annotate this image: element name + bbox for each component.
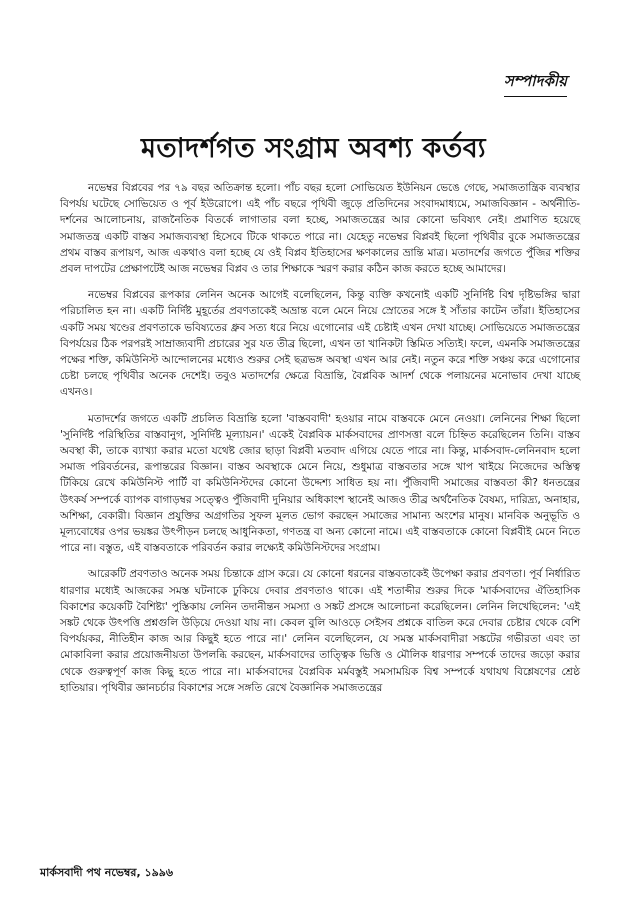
- paragraph-2: নভেম্বর বিপ্লবের রূপকার লেনিন অনেক আগেই বলেছিলেন, কিন্তু ব্যক্তি কখনোই একটি সুনির্দিষ্ট বিশ্ব দৃষ্টিভঙ্গির দ্বারা পরিচালিত হন না। একটি নির্দিষ্ট মুহূর্তের প্রবণতাকেই অভ্রান্ত বলে মেনে নিয়ে স্রোতের সঙ্গে ই সাঁতার কাটেন তাঁরা। ইতিহাসের একটি সময় খণ্ডের প্রবণতাকে ভবিষ্যতের ধ্রুব সত্য ধরে নিয়ে এগোনোর এই চেষ্টাই এখন দেখা যাচ্ছে। সোভিয়েতে সমাজতন্ত্রের বিপর্যয়ের ঠিক পরপরই সাম্রাজ্যবাদী প্রচারের সুর যত তীব্র ছিলো, এখন তা খানিকটা স্তিমিত সত্যিই। ফলে, এমনকি সমাজতন্ত্রের পক্ষের শক্তি, কমিউনিস্ট আন্দোলনের মধ্যেও শুরুর সেই ছত্রভঙ্গ অবস্থা এখন আর নেই। নতুন করে শক্তি সঞ্চয় করে এগোনোর চেষ্টা চলছে পৃথিবীর অনেক দেশেই। তবুও মতাদর্শের ক্ষেত্রে বিভ্রান্তি, বৈপ্লবিক আদর্শ থেকে পলায়নের মনোভাব দেখা যাচ্ছে এখনও।: [60, 289, 580, 399]
- page-footer: মার্কসবাদী পথ নভেম্বর, ১৯৯৬: [40, 866, 174, 879]
- article-body: [60, 180, 580, 706]
- article-title: মতাদর্শগত সংগ্রাম অবশ্য কর্তব্য: [140, 133, 487, 164]
- paragraph-3: মতাদর্শের জগতে একটি প্রচলিত বিভ্রান্তি হলো 'বাস্তববাদী' হওয়ার নামে বাস্তবকে মেনে নেওয়া। লেনিনের শিক্ষা ছিলো 'সুনির্দিষ্ট পরিস্থিতির বাস্তবানুগ, সুনির্দিষ্ট মূল্যায়ন।' একেই বৈপ্লবিক মার্কসবাদের প্রাণসত্তা বলে চিহ্নিত করেছিলেন তিনি। বাস্তব অবস্থা কী, তাকে ব্যাখ্যা করার মতো যথেষ্ট জোর ছাড়া বিপ্লবী মতবাদ এগিয়ে যেতে পারে না। কিন্তু, মার্কসবাদ-লেনিনবাদ হলো সমাজ পরিবর্তনের, রূপান্তরের বিজ্ঞান। বাস্তব অবস্থাকে মেনে নিয়ে, শুধুমাত্র বাস্তবতার সঙ্গে খাপ খাইয়ে নিজেদের অস্তিত্ব টিকিয়ে রেখে কমিউনিস্ট পার্টি বা কমিউনিস্টদের কোনো উদ্দেশ্য সাধিত হয় না। পুঁজিবাদী সমাজের বাস্তবতা কী? ধনতন্ত্রের উৎকর্ষ সম্পর্কে ব্যাপক বাগাড়ম্বর সত্ত্বেও পুঁজিবাদী দুনিয়ার অধিকাংশ স্থানেই আজও তীব্র অর্থনৈতিক বৈষম্য, দারিদ্র্য, অনাহার, অশিক্ষা, বেকারী। বিজ্ঞান প্রযুক্তির অগ্রগতির সুফল মূলত ভোগ করছেন সমাজের সামান্য অংশের মানুষ। মানবিক অনুভূতি ও মূল্যবোধের ওপর ভয়ঙ্কর উৎপীড়ন চলছে আধুনিকতা, গণতন্ত্র বা অন্য কোনো নামে। এই বাস্তবতাকে কোনো বিপ্লবীই মেনে নিতে পারে না। বস্তুত, এই বাস্তবতাকে পরিবর্তন করার লক্ষ্যেই কমিউনিস্টদের সংগ্রাম।: [60, 412, 580, 555]
- paragraph-4: আরেকটি প্রবণতাও অনেক সময় চিন্তাকে গ্রাস করে। যে কোনো ধরনের বাস্তবতাকেই উপেক্ষা করার প্রবণতা। পূর্ব নির্ধারিত ধারণার মধ্যেই আজকের সমস্ত ঘটনাকে ঢুকিয়ে দেবার প্রবণতাও থাকে। এই শতাব্দীর শুরুর দিকে 'মার্কসবাদের ঐতিহাসিক বিকাশের কয়েকটি বৈশিষ্ট্য' পুস্তিকায় লেনিন তদানীন্তন সমস্যা ও সঙ্কট প্রসঙ্গে আলোচনা করেছিলেন। লেনিন লিখেছিলেন: 'এই সঙ্কট থেকে উৎপত্তি প্রশ্নগুলি উড়িয়ে দেওয়া যায় না। কেবল বুলি আওড়ে সেইসব প্রশ্নকে বাতিল করে দেবার চেষ্টার থেকে বেশি বিপর্যয়কর, নীতিহীন কাজ আর কিছুই হতে পারে না।' লেনিন বলেছিলেন, যে সমস্ত মার্কসবাদীরা সঙ্কটের গভীরতা এবং তা মোকাবিলা করার প্রয়োজনীয়তা উপলব্ধি করছেন, মার্কসবাদের তাত্ত্বিক ভিত্তি ও মৌলিক ধারণার সম্পর্কে তাদের জড়ো করার থেকে গুরুত্বপূর্ণ কাজ কিছু হতে পারে না। মার্কসবাদের বৈপ্লবিক মর্মবস্তুই সমসাময়িক বিশ্ব সম্পর্কে যথাযথ বিশ্লেষণের শ্রেষ্ঠ হাতিয়ার। পৃথিবীর জ্ঞানচর্চার বিকাশের সঙ্গে সঙ্গতি রেখে বৈজ্ঞানিক সমাজতন্ত্রের: [60, 568, 580, 694]
- section-label: সম্পাদকীয়: [504, 70, 567, 97]
- paragraph-1: নভেম্বর বিপ্লবের পর ৭৯ বছর অতিক্রান্ত হলো। পাঁচ বছর হলো সোভিয়েত ইউনিয়ন ভেঙে গেছে, সমাজতান্ত্রিক ব্যবস্থার বিপর্যয় ঘটেছে সোভিয়েত ও পূর্ব ইউরোপে। এই পাঁচ বছরে পৃথিবী জুড়ে প্রতিদিনের সংবাদমাধ্যমে, সমাজবিজ্ঞান - অর্থনীতি-দর্শনের আলোচনায়, রাজনৈতিক বিতর্কে লাগাতার বলা হচ্ছে, সমাজতন্ত্রের আর কোনো ভবিষ্যৎ নেই। প্রমাণিত হয়েছে সমাজতন্ত্র একটি বাস্তব সমাজব্যবস্থা হিসেবে টিকে থাকতে পারে না। যেহেতু নভেম্বর বিপ্লবই ছিলো পৃথিবীর বুকে সমাজতন্ত্রের প্রথম বাস্তব রূপায়ণ, আজ একথাও বলা হচ্ছে যে ওই বিপ্লব ইতিহাসের ক্ষণকালের ভ্রান্তি মাত্র। মতাদর্শের জগতে পুঁজির শক্তির প্রবল দাপটের প্রেক্ষাপটেই আজ নভেম্বর বিপ্লব ও তার শিক্ষাকে স্মরণ করার কঠিন কাজ করতে হচ্ছে আমাদের।: [60, 182, 580, 276]
